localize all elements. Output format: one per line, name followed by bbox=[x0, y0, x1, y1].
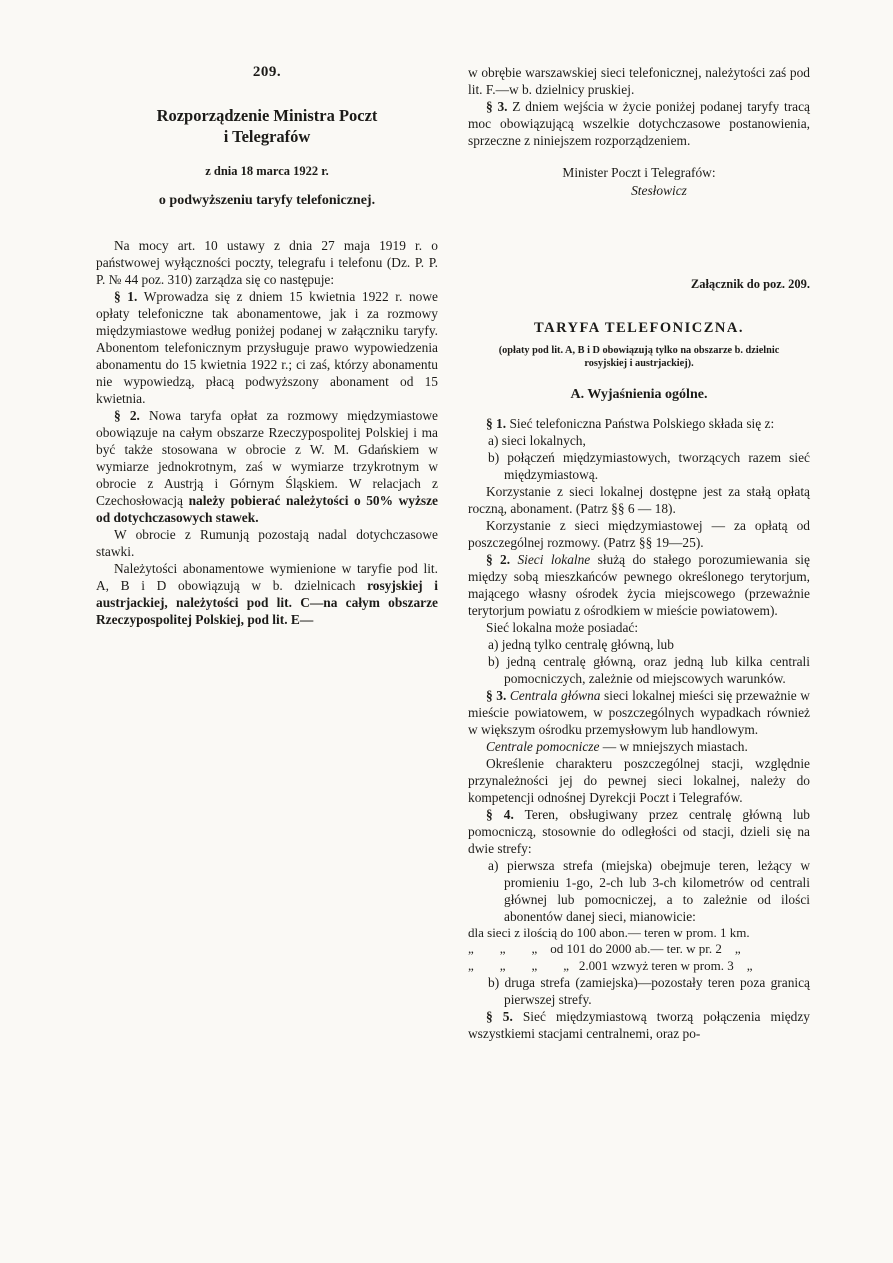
tariff-note: (opłaty pod lit. A, B i D obowiązują tylko na obszarze b. dzielnic rosyjskiej i austrjackiej). bbox=[498, 345, 780, 370]
tariff-radius-line-2: „ „ „ od 101 do 2000 ab.— ter. w pr. 2 „ bbox=[468, 941, 741, 957]
paragraph-tariff-letters bbox=[96, 560, 438, 628]
list-marker: a) bbox=[488, 636, 499, 652]
annex-s2-text: służą do stałego porozumiewania się między sobą mieszkańców pewnego określonego terytorjum, mającego własny ośrodek życia miejscowego (przeważnie terytorjum powiatu z ośrodkiem w mieście powiatowem). bbox=[468, 551, 810, 618]
list-marker: a) bbox=[488, 432, 499, 448]
annex-s5 bbox=[468, 1008, 810, 1042]
decree-subject: o podwyższeniu taryfy telefonicznej. bbox=[158, 192, 376, 208]
tariff-radius-line-1: dla sieci z ilością do 100 abon.— teren w prom. 1 km. bbox=[468, 924, 750, 940]
annex-s3-label: § 3. bbox=[486, 687, 507, 703]
annex-s1-text: Sieć telefoniczna Państwa Polskiego składa się z: bbox=[509, 415, 775, 431]
list-item-text: druga strefa (zamiejska)—pozostały teren poza granicą pierwszej strefy. bbox=[504, 975, 810, 1008]
annex-s4 bbox=[468, 806, 810, 857]
list-item-text: połączeń międzymiastowych, tworzących razem sieć międzymiastową. bbox=[504, 449, 810, 482]
annex-label: Załącznik do poz. 209. bbox=[690, 277, 810, 291]
article-number: 209. bbox=[252, 64, 282, 80]
annex-s1-after1: Korzystanie z sieci lokalnej dostępne jest za stałą opłatą roczną, abonament. (Patrz §§ 6 — 18). bbox=[468, 483, 810, 516]
annex-s1-label: § 1. bbox=[486, 415, 507, 431]
annex-s3-text: sieci lokalnej mieści się przeważnie w mieście powiatowem, w poszczególnych wypadkach również w większym ośrodku przemysłowym lub handlowym. bbox=[468, 687, 810, 737]
continuation-paragraph: w obrębie warszawskiej sieci telefonicznej, należytości zaś pod lit. F.—w b. dzielnicy pruskiej. bbox=[468, 65, 810, 97]
list-item-text: jedną centralę główną, oraz jedną lub kilka centrali pomocniczych, zależnie od miejscowych warunków. bbox=[504, 653, 810, 686]
paragraph-tariff-letters-emphasis: rosyjskiej i austrjackiej, należytości pod lit. C—na całym obszarze Rzeczypospolitej Polskiej, pod lit. E— bbox=[96, 577, 438, 627]
annex-s2-sub: Sieć lokalna może posiadać: bbox=[486, 619, 639, 635]
list-item-text: jedną tylko centralę główną, lub bbox=[501, 636, 674, 652]
annex-s4-text: Teren, obsługiwany przez centralę główną lub pomocniczą, stosownie do odległości od stacji, dzieli się na dwie strefy: bbox=[468, 806, 811, 856]
signature-role: Minister Poczt i Telegrafów: bbox=[562, 165, 716, 180]
annex-s3-sub bbox=[468, 738, 810, 755]
section-a-heading: A. Wyjaśnienia ogólne. bbox=[570, 386, 708, 402]
annex-s4-item-b bbox=[468, 974, 810, 1008]
paragraph-s1-label: § 1. bbox=[114, 288, 138, 304]
right-column bbox=[468, 64, 810, 1042]
annex-s5-label: § 5. bbox=[486, 1009, 513, 1025]
list-marker: a) bbox=[488, 857, 499, 873]
annex-s2-item-a bbox=[468, 636, 810, 653]
signature-name: Stesłowicz bbox=[631, 183, 687, 198]
paragraph-s2-label: § 2. bbox=[114, 407, 140, 423]
annex-s3-lead: Centrala główna bbox=[509, 687, 601, 703]
annex-s3 bbox=[468, 687, 810, 738]
list-marker: b) bbox=[488, 653, 500, 669]
list-marker: b) bbox=[488, 975, 500, 991]
annex-s3-sub-lead: Centrale pomocnicze bbox=[486, 738, 600, 754]
annex-s2-item-b bbox=[468, 653, 810, 687]
paragraph-tariff-letters-text: Należytości abonamentowe wymienione w taryfie pod lit. A, B i D obowiązują w b. dzielnicach bbox=[96, 560, 438, 593]
annex-s3-sub-text: — w mniejszych miastach. bbox=[602, 738, 748, 754]
paragraph-s2-emphasis: należy pobierać należytości o 50% wyższe od dotychczasowych stawek. bbox=[96, 492, 438, 525]
paragraph-s2-text: Nowa taryfa opłat za rozmowy międzymiastowe obowiązuje na całym obszarze Rzeczypospolitej Polskiej i ma być także stosowana w obrocie z W. M. Gdańskiem w wymiarze jednokrotnym, zaś w wymiarze trzykrotnym w obrocie z Austrją i Górnym Śląskiem. W relacjach z Czechosłowacją bbox=[96, 407, 438, 508]
left-column bbox=[96, 64, 438, 1042]
paragraph-romania: W obrocie z Rumunją pozostają nadal dotychczasowe stawki. bbox=[96, 526, 438, 559]
decree-date: z dnia 18 marca 1922 r. bbox=[205, 163, 329, 178]
list-item-text: pierwsza strefa (miejska) obejmuje teren, leżący w promieniu 1-go, 2-ch lub 3-ch kilometrów od centrali głównej lub pomocniczej, a to zależnie od ilości abonentów danej sieci, mianowicie: bbox=[504, 857, 810, 924]
list-item-text: sieci lokalnych, bbox=[501, 432, 586, 448]
annex-s3-paragraph2: Określenie charakteru poszczególnej stacji, względnie przynależności jej do pewnej sieci lokalnej, należy do kompetencji odnośnej Dyrekcji Poczt i Telegrafów. bbox=[468, 755, 810, 805]
decree-title-line1: Rozporządzenie Ministra Poczt bbox=[156, 106, 378, 125]
annex-s4-label: § 4. bbox=[486, 806, 514, 822]
annex-s4-item-a bbox=[468, 857, 810, 925]
annex-s1-after2: Korzystanie z sieci międzymiastowej — za opłatą od poszczególnej rozmowy. (Patrz §§ 19—25). bbox=[468, 517, 810, 550]
decree-title-line2: i Telegrafów bbox=[223, 127, 311, 147]
intro-paragraph: Na mocy art. 10 ustawy z dnia 27 maja 1919 r. o państwowej wyłączności poczty, telegrafu i telefonu (Dz. P. P. P. № 44 poz. 310) zarządza się co następuje: bbox=[96, 237, 438, 287]
annex-s1-item-b bbox=[468, 449, 810, 483]
tariff-title: TARYFA TELEFONICZNA. bbox=[534, 320, 744, 336]
paragraph-s1 bbox=[96, 288, 438, 407]
annex-s2-label: § 2. bbox=[486, 551, 511, 567]
paragraph-s3 bbox=[468, 98, 810, 149]
annex-s2-lead: Sieci lokalne bbox=[517, 551, 591, 567]
paragraph-s3-label: § 3. bbox=[486, 99, 508, 114]
annex-s2 bbox=[468, 551, 810, 619]
annex-s5-text: Sieć międzymiastową tworzą połączenia między wszystkiemi stacjami centralnemi, oraz po- bbox=[468, 1009, 810, 1042]
list-marker: b) bbox=[488, 449, 500, 465]
paragraph-s2 bbox=[96, 407, 438, 526]
paragraph-s1-text: Wprowadza się z dniem 15 kwietnia 1922 r. nowe opłaty telefoniczne tak abonamentowe, jak i za rozmowy międzymiastowe według poniżej podanej w załączniku taryfy. Abonentom telefonicznym przysługuje prawo wypowiedzenia abonamentu do 15 kwietnia 1922 r.; ci zaś, którzy abonamentu nie wypowiedzą, płacą podwyższony abonament od 15 kwietnia. bbox=[96, 288, 438, 406]
decree-title bbox=[96, 105, 438, 148]
annex-s1-item-a bbox=[468, 432, 810, 449]
tariff-radius-line-3: „ „ „ „ 2.001 wzwyż teren w prom. 3 „ bbox=[468, 957, 753, 973]
annex-s1 bbox=[468, 415, 810, 432]
paragraph-s3-text: Z dniem wejścia w życie poniżej podanej taryfy tracą moc obowiązującą wszelkie dotychczasowe postanowienia, sprzeczne z niniejszem rozporządzeniem. bbox=[468, 99, 810, 148]
